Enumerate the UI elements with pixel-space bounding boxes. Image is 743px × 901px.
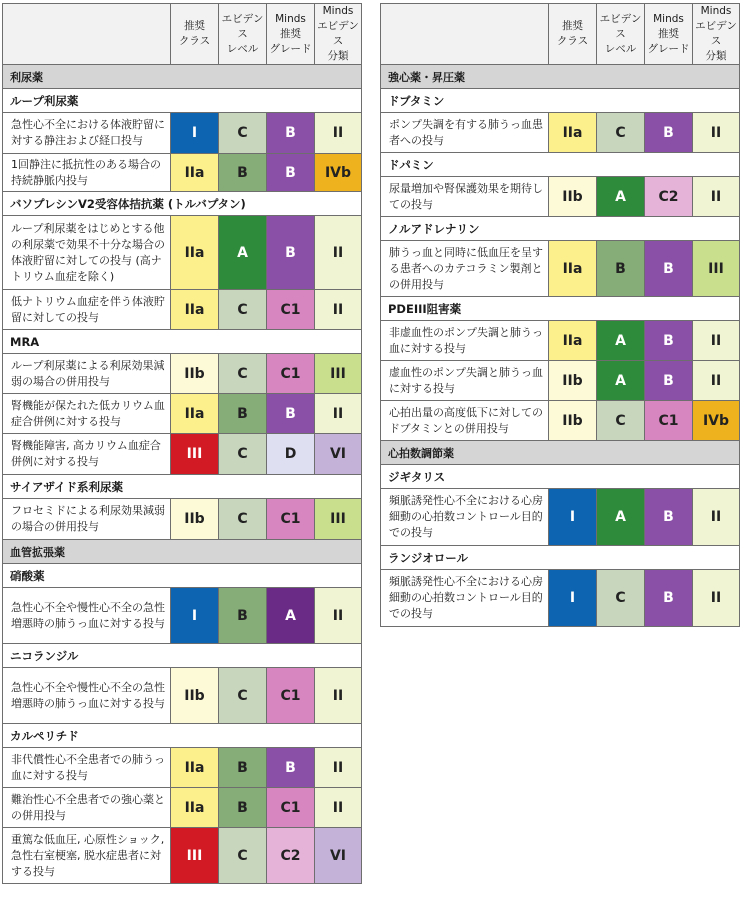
indication-text: 低ナトリウム血症を伴う体液貯留に対しての投与 (3, 290, 171, 330)
header-cell: Minds エビデンス 分類 (693, 4, 740, 65)
header-row (381, 4, 740, 65)
recommendation-row (381, 489, 740, 546)
subcategory-row (3, 644, 362, 668)
drug-name: ノルアドレナリン (381, 217, 740, 241)
indication-text: 腎機能障害, 高カリウム血症合併例に対する投与 (3, 434, 171, 475)
header-blank-cell (3, 4, 171, 65)
indication-text: 非虚血性のポンプ失調と肺うっ血に対する投与 (381, 321, 549, 361)
minds-evidence-cell: III (693, 241, 740, 297)
indication-text: 虚血性のポンプ失調と肺うっ血に対する投与 (381, 361, 549, 401)
indication-text: 急性心不全や慢性心不全の急性増悪時の肺うっ血に対する投与 (3, 588, 171, 644)
indication-text: 非代償性心不全患者での肺うっ血に対する投与 (3, 748, 171, 788)
minds-evidence-cell: II (315, 290, 362, 330)
drug-name: 硝酸薬 (3, 564, 362, 588)
subcategory-row (3, 724, 362, 748)
indication-text: フロセミドによる利尿効果減弱の場合の併用投与 (3, 499, 171, 540)
drug-name: ランジオロール (381, 546, 740, 570)
drug-name: MRA (3, 330, 362, 354)
evidence-level-cell: A (597, 361, 645, 401)
recommendation-class-cell: IIb (171, 668, 219, 724)
subcategory-row (3, 89, 362, 113)
recommendation-row (3, 828, 362, 884)
right-recommendation-table (380, 3, 740, 627)
recommendation-class-cell: I (549, 489, 597, 546)
evidence-level-cell: C (219, 434, 267, 475)
minds-evidence-cell: VI (315, 434, 362, 475)
right-table-body (381, 4, 740, 627)
indication-text: 頻脈誘発性心不全における心房細動の心拍数コントロール目的での投与 (381, 570, 549, 627)
indication-text: 重篤な低血圧, 心原性ショック, 急性右室梗塞, 脱水症患者に対する投与 (3, 828, 171, 884)
evidence-level-cell: A (597, 489, 645, 546)
evidence-level-cell: B (219, 748, 267, 788)
evidence-level-cell: C (219, 828, 267, 884)
minds-grade-cell: C1 (267, 668, 315, 724)
indication-text: ループ利尿薬をはじめとする他の利尿薬で効果不十分な場合の体液貯留に対しての投与 (高ナトリウム血症を除く) (3, 216, 171, 290)
indication-text: 尿量増加や腎保護効果を期待しての投与 (381, 177, 549, 217)
minds-evidence-cell: II (315, 748, 362, 788)
indication-text: ループ利尿薬による利尿効果減弱の場合の併用投与 (3, 354, 171, 394)
minds-evidence-cell: II (315, 668, 362, 724)
category-label: 利尿薬 (3, 65, 362, 89)
recommendation-class-cell: III (171, 828, 219, 884)
minds-evidence-cell: II (693, 361, 740, 401)
recommendation-class-cell: IIa (171, 154, 219, 192)
indication-text: 難治性心不全患者での強心薬との併用投与 (3, 788, 171, 828)
minds-grade-cell: B (267, 748, 315, 788)
category-row (381, 65, 740, 89)
minds-grade-cell: C1 (267, 499, 315, 540)
minds-grade-cell: C2 (267, 828, 315, 884)
left-recommendation-table (2, 3, 362, 884)
evidence-level-cell: C (219, 354, 267, 394)
minds-grade-cell: C1 (267, 290, 315, 330)
recommendation-row (3, 216, 362, 290)
drug-name: ドブタミン (381, 89, 740, 113)
minds-evidence-cell: II (693, 177, 740, 217)
minds-evidence-cell: II (315, 394, 362, 434)
recommendation-class-cell: IIb (549, 177, 597, 217)
indication-text: 腎機能が保たれた低カリウム血症合併例に対する投与 (3, 394, 171, 434)
category-label: 強心薬・昇圧薬 (381, 65, 740, 89)
evidence-level-cell: C (219, 668, 267, 724)
header-cell: エビデンス レベル (597, 4, 645, 65)
subcategory-row (3, 564, 362, 588)
recommendation-class-cell: IIa (549, 241, 597, 297)
recommendation-row (381, 570, 740, 627)
header-cell: Minds 推奨 グレード (267, 4, 315, 65)
evidence-level-cell: A (219, 216, 267, 290)
minds-evidence-cell: II (315, 113, 362, 154)
minds-evidence-cell: IVb (315, 154, 362, 192)
drug-name: PDEIII阻害薬 (381, 297, 740, 321)
category-row (381, 441, 740, 465)
recommendation-class-cell: I (549, 570, 597, 627)
recommendation-row (3, 499, 362, 540)
evidence-level-cell: C (219, 113, 267, 154)
minds-grade-cell: B (645, 361, 693, 401)
minds-evidence-cell: II (315, 216, 362, 290)
indication-text: 急性心不全における体液貯留に対する静注および経口投与 (3, 113, 171, 154)
recommendation-class-cell: IIa (171, 216, 219, 290)
recommendation-row (381, 177, 740, 217)
minds-grade-cell: C1 (267, 354, 315, 394)
evidence-level-cell: B (219, 394, 267, 434)
header-cell: エビデンス レベル (219, 4, 267, 65)
evidence-level-cell: A (597, 177, 645, 217)
recommendation-row (381, 241, 740, 297)
subcategory-row (381, 465, 740, 489)
subcategory-row (381, 89, 740, 113)
evidence-level-cell: C (219, 499, 267, 540)
recommendation-class-cell: IIb (171, 354, 219, 394)
recommendation-class-cell: IIa (549, 321, 597, 361)
evidence-level-cell: C (597, 113, 645, 153)
header-blank-cell (381, 4, 549, 65)
recommendation-class-cell: III (171, 434, 219, 475)
minds-evidence-cell: II (693, 489, 740, 546)
indication-text: 肺うっ血と同時に低血圧を呈する患者へのカテコラミン製剤との併用投与 (381, 241, 549, 297)
recommendation-row (3, 788, 362, 828)
minds-grade-cell: B (645, 241, 693, 297)
recommendation-class-cell: IIa (171, 788, 219, 828)
evidence-level-cell: B (219, 588, 267, 644)
subcategory-row (3, 475, 362, 499)
evidence-level-cell: B (219, 788, 267, 828)
recommendation-row (3, 354, 362, 394)
minds-grade-cell: B (645, 489, 693, 546)
left-table-body (3, 4, 362, 884)
header-cell: 推奨 クラス (549, 4, 597, 65)
category-row (3, 65, 362, 89)
header-row (3, 4, 362, 65)
recommendation-row (3, 434, 362, 475)
minds-evidence-cell: II (693, 113, 740, 153)
minds-grade-cell: C1 (267, 788, 315, 828)
drug-name: ジギタリス (381, 465, 740, 489)
recommendation-class-cell: IIa (171, 394, 219, 434)
recommendation-row (3, 748, 362, 788)
indication-text: ポンプ失調を有する肺うっ血患者への投与 (381, 113, 549, 153)
drug-name: ニコランジル (3, 644, 362, 668)
recommendation-row (3, 668, 362, 724)
minds-grade-cell: A (267, 588, 315, 644)
minds-evidence-cell: III (315, 354, 362, 394)
recommendation-row (381, 113, 740, 153)
minds-evidence-cell: II (693, 570, 740, 627)
minds-grade-cell: D (267, 434, 315, 475)
category-label: 心拍数調節薬 (381, 441, 740, 465)
evidence-level-cell: C (597, 401, 645, 441)
subcategory-row (381, 217, 740, 241)
minds-grade-cell: B (645, 321, 693, 361)
recommendation-class-cell: IIb (549, 361, 597, 401)
drug-name: サイアザイド系利尿薬 (3, 475, 362, 499)
recommendation-row (381, 401, 740, 441)
drug-name: ドパミン (381, 153, 740, 177)
indication-text: 急性心不全や慢性心不全の急性増悪時の肺うっ血に対する投与 (3, 668, 171, 724)
evidence-level-cell: B (219, 154, 267, 192)
drug-name: カルペリチド (3, 724, 362, 748)
category-row (3, 540, 362, 564)
minds-grade-cell: C2 (645, 177, 693, 217)
subcategory-row (381, 297, 740, 321)
minds-grade-cell: B (267, 216, 315, 290)
recommendation-class-cell: IIa (171, 290, 219, 330)
minds-grade-cell: B (267, 113, 315, 154)
minds-grade-cell: B (267, 394, 315, 434)
recommendation-class-cell: I (171, 113, 219, 154)
recommendation-class-cell: I (171, 588, 219, 644)
recommendation-row (3, 154, 362, 192)
header-cell: Minds 推奨 グレード (645, 4, 693, 65)
header-cell: 推奨 クラス (171, 4, 219, 65)
minds-evidence-cell: IVb (693, 401, 740, 441)
recommendation-row (3, 588, 362, 644)
minds-evidence-cell: II (693, 321, 740, 361)
subcategory-row (3, 192, 362, 216)
recommendation-row (381, 361, 740, 401)
recommendation-class-cell: IIa (171, 748, 219, 788)
evidence-level-cell: C (597, 570, 645, 627)
recommendation-class-cell: IIb (171, 499, 219, 540)
indication-text: 1回静注に抵抗性のある場合の持続静脈内投与 (3, 154, 171, 192)
category-label: 血管拡張薬 (3, 540, 362, 564)
minds-grade-cell: B (645, 570, 693, 627)
minds-evidence-cell: VI (315, 828, 362, 884)
recommendation-row (3, 394, 362, 434)
indication-text: 心拍出量の高度低下に対してのドブタミンとの併用投与 (381, 401, 549, 441)
header-cell: Minds エビデンス 分類 (315, 4, 362, 65)
subcategory-row (3, 330, 362, 354)
minds-grade-cell: C1 (645, 401, 693, 441)
recommendation-class-cell: IIa (549, 113, 597, 153)
recommendation-row (381, 321, 740, 361)
recommendation-row (3, 290, 362, 330)
recommendation-row (3, 113, 362, 154)
minds-evidence-cell: II (315, 788, 362, 828)
indication-text: 頻脈誘発性心不全における心房細動の心拍数コントロール目的での投与 (381, 489, 549, 546)
recommendation-class-cell: IIb (549, 401, 597, 441)
subcategory-row (381, 546, 740, 570)
evidence-level-cell: B (597, 241, 645, 297)
minds-grade-cell: B (645, 113, 693, 153)
evidence-level-cell: A (597, 321, 645, 361)
drug-name: バソプレシンV2受容体拮抗薬 (トルバプタン) (3, 192, 362, 216)
drug-name: ループ利尿薬 (3, 89, 362, 113)
minds-grade-cell: B (267, 154, 315, 192)
evidence-level-cell: C (219, 290, 267, 330)
subcategory-row (381, 153, 740, 177)
minds-evidence-cell: II (315, 588, 362, 644)
minds-evidence-cell: III (315, 499, 362, 540)
